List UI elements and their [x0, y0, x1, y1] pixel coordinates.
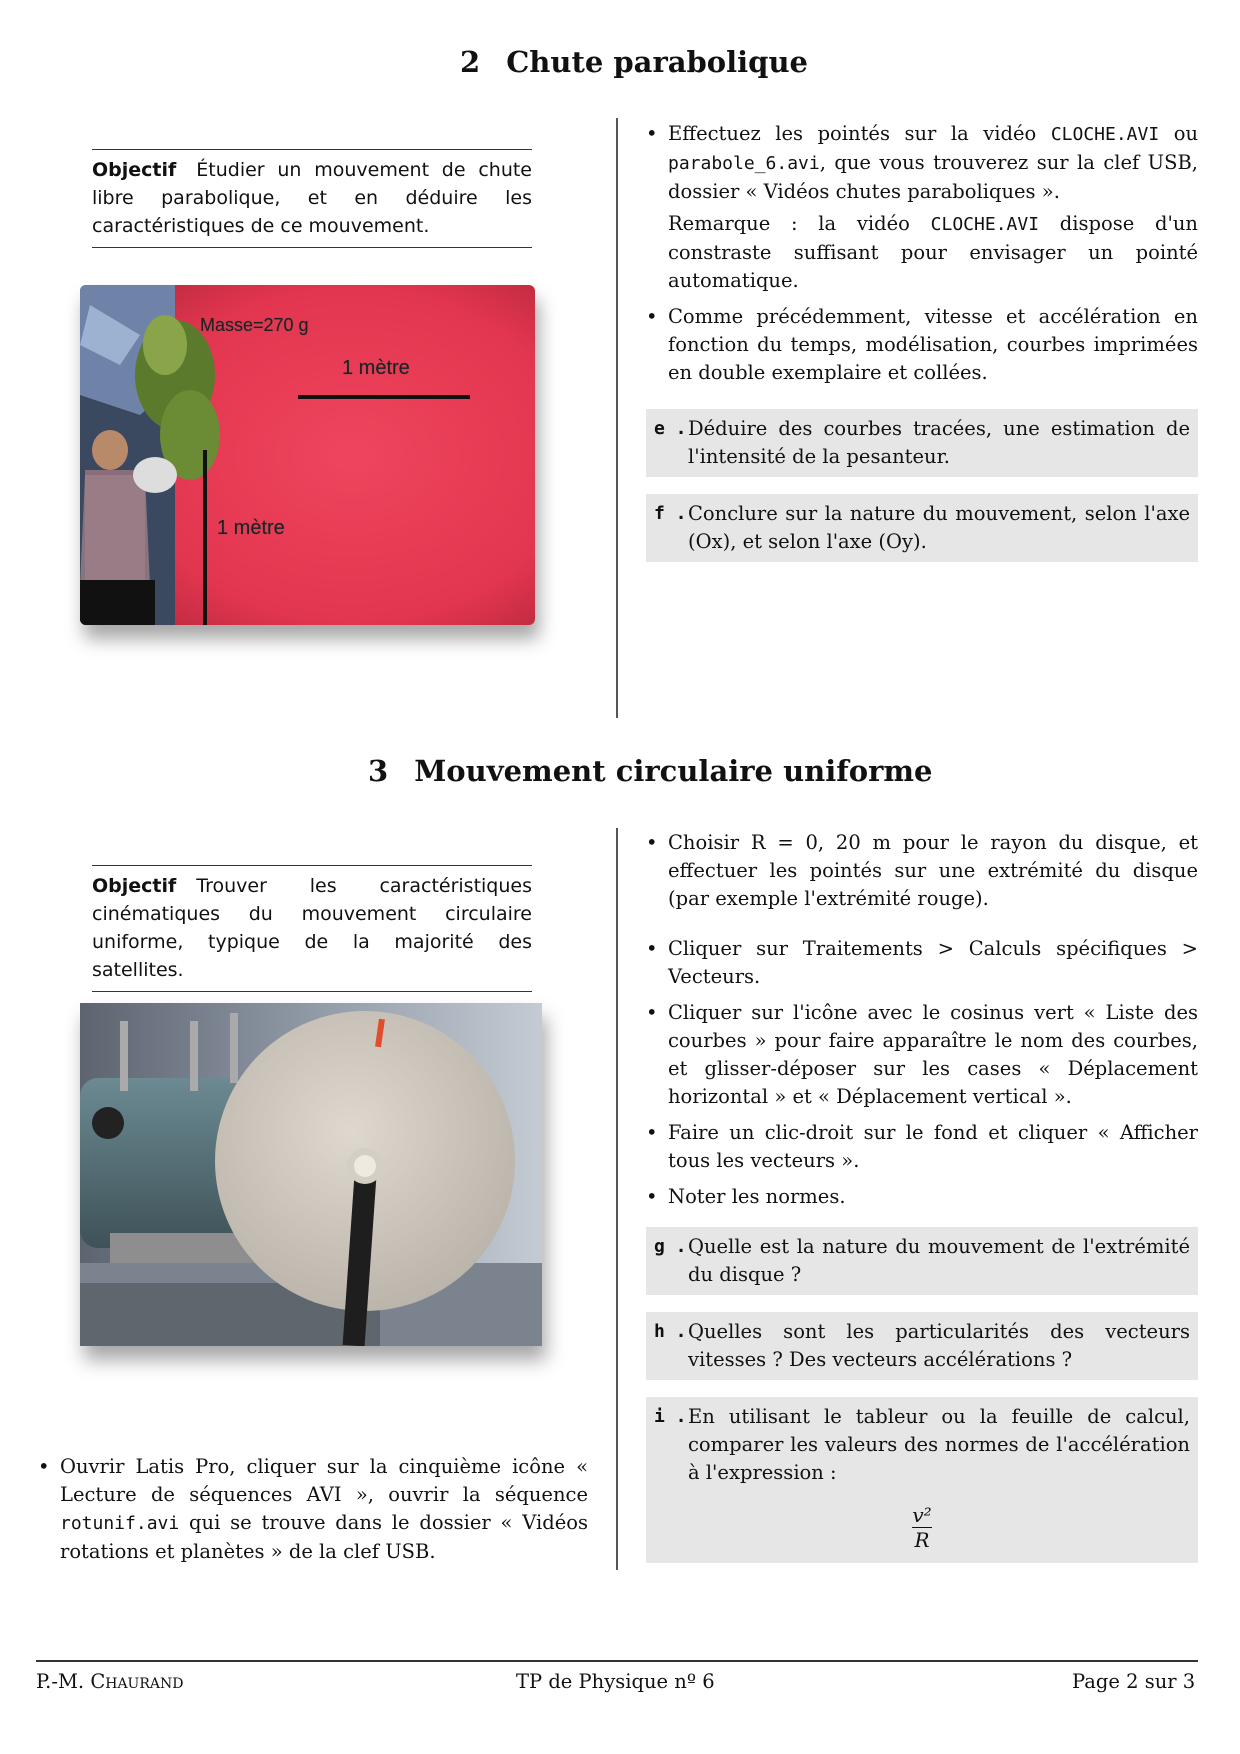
section-number: 2 — [460, 45, 481, 79]
question-text: Quelle est la nature du mouvement de l'extrémité du disque ? — [688, 1235, 1190, 1286]
question-f — [646, 494, 1198, 562]
parabolic-fall-photo — [80, 285, 535, 625]
question-g — [646, 1227, 1198, 1295]
filename-cloche-remark: CLOCHE.AVI — [930, 214, 1040, 235]
filename-rotunif: rotunif.avi — [60, 1513, 180, 1534]
section-3-title — [368, 754, 933, 788]
objective-box — [92, 149, 532, 248]
list-item: • Noter les normes. — [646, 1185, 846, 1208]
question-letter: i . — [654, 1406, 687, 1427]
question-h — [646, 1312, 1198, 1380]
rotating-disk-image — [80, 1003, 542, 1346]
vertical-meter-label: 1 mètre — [217, 517, 285, 539]
question-letter: g . — [654, 1236, 687, 1257]
objective-label: Objectif — [92, 159, 177, 181]
list-item: • Cliquer sur l'icône avec le cosinus vert « Liste des courbes » pour faire apparaître le nom des courbes, et glisser-déposer sur les cases « Déplacement horizontal » et « Déplacement vertical ». — [646, 1001, 1198, 1108]
formula-v2-over-r — [912, 1503, 931, 1552]
parabolic-fall-image — [80, 285, 535, 625]
question-letter: h . — [654, 1321, 687, 1342]
column-divider — [616, 828, 618, 1570]
section-number: 3 — [368, 754, 389, 788]
section-3-left-list — [38, 1453, 588, 1574]
remark: Remarque : la vidéo CLOCHE.AVI dispose d'un constraste suffisant pour envisager un pointé automatique. — [668, 212, 1198, 292]
formula-numerator: v² — [912, 1503, 932, 1527]
question-letter: e . — [654, 418, 687, 439]
question-text: En utilisant le tableur ou la feuille de calcul, comparer les valeurs des normes de l'accélération à l'expression : — [688, 1405, 1190, 1484]
question-text: Quelles sont les particularités des vecteurs vitesses ? Des vecteurs accélérations ? — [688, 1320, 1190, 1371]
question-i — [646, 1397, 1198, 1563]
formula-denominator: R — [912, 1527, 931, 1552]
footer-page-number: Page 2 sur 3 — [1072, 1670, 1196, 1693]
question-text: Déduire des courbes tracées, une estimation de l'intensité de la pesanteur. — [688, 417, 1190, 468]
list-item: • Cliquer sur Traitements > Calculs spécifiques > Vecteurs. — [646, 937, 1198, 988]
column-divider — [616, 118, 618, 718]
list-item: • Comme précédemment, vitesse et accélération en fonction du temps, modélisation, courbes imprimées en double exemplaire et collées. — [646, 305, 1198, 384]
footer-title: TP de Physique nº 6 — [516, 1670, 715, 1693]
filename-cloche: CLOCHE.AVI — [1050, 124, 1160, 145]
footer-rule — [36, 1660, 1198, 1662]
question-text: Conclure sur la nature du mouvement, selon l'axe (Ox), et selon l'axe (Oy). — [688, 502, 1190, 553]
mass-label: Masse=270 g — [200, 315, 309, 335]
section-2-title — [460, 45, 808, 79]
section-title-text: Mouvement circulaire uniforme — [414, 754, 933, 788]
question-e — [646, 409, 1198, 477]
list-item: • Ouvrir Latis Pro, cliquer sur la cinquième icône « Lecture de séquences AVI », ouvrir la séquence rotunif.avi qui se trouve dans le dossier « Vidéos rotations et planètes » de la clef USB. — [38, 1455, 588, 1563]
horizontal-meter-label: 1 mètre — [342, 357, 410, 379]
objective-text: Trouver les caractéristiques cinématiques du mouvement circulaire uniforme, typique de la majorité des satellites. — [92, 875, 532, 981]
objective-box — [92, 865, 532, 992]
list-item: • Effectuez les pointés sur la vidéo CLOCHE.AVI ou parabole_6.avi, que vous trouverez sur la clef USB, dossier « Vidéos chutes paraboliques ». — [646, 122, 1199, 203]
question-letter: f . — [654, 503, 687, 524]
section-2-right-column — [646, 120, 1198, 562]
footer-author: P.-M. Chaurand — [36, 1670, 184, 1693]
filename-parabole: parabole_6.avi — [668, 153, 820, 174]
list-item: • Choisir R = 0, 20 m pour le rayon du disque, et effectuer les pointés sur une extrémité du disque (par exemple l'extrémité rouge). — [646, 831, 1198, 910]
objective-text: Étudier un mouvement de chute libre parabolique, et en déduire les caractéristiques de ce mouvement. — [92, 159, 532, 237]
rotating-disk-photo — [80, 1003, 542, 1346]
section-3-right-column — [646, 829, 1198, 1563]
list-item: • Faire un clic-droit sur le fond et cliquer « Afficher tous les vecteurs ». — [646, 1121, 1198, 1172]
objective-label: Objectif — [92, 875, 177, 897]
section-title-text: Chute parabolique — [506, 45, 808, 79]
